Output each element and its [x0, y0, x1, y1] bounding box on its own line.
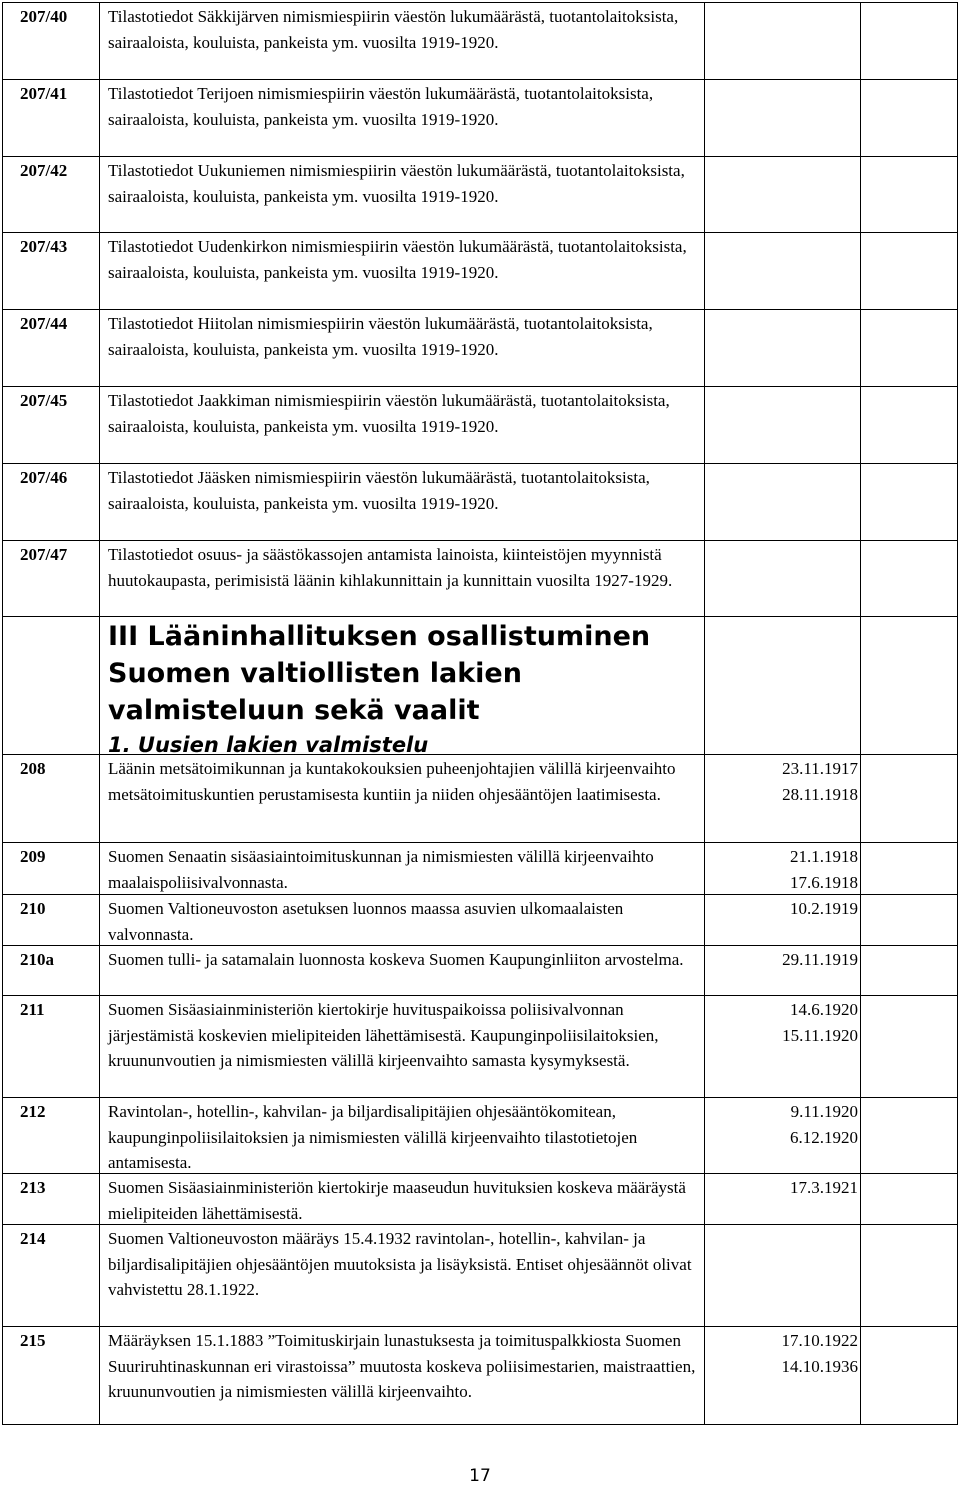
table-row	[2, 1226, 958, 1328]
record-number: 207/43	[20, 237, 68, 256]
record-dates: 29.11.1919	[782, 950, 858, 969]
record-number: 207/44	[20, 314, 68, 333]
record-description: Ravintolan-, hotellin-, kahvilan- ja biljardisalipitäjien ohjesääntökomitean, kaupunginpoliisilaitoksien ja nimismiesten välillä kirjeenvaihto tilastotietojen antamisesta.	[108, 1102, 638, 1172]
row-separator	[2, 386, 958, 387]
table-border-top	[2, 2, 958, 3]
row-separator	[2, 79, 958, 80]
record-dates: 14.6.1920 15.11.1920	[782, 1000, 858, 1045]
record-number: 207/41	[20, 84, 68, 103]
record-description: Suomen Senaatin sisäasiaintoimituskunnan ja nimismiesten välillä kirjeenvaihto maalaispoliisivalvonnasta.	[108, 847, 654, 892]
record-number: 207/42	[20, 161, 68, 180]
record-description: Tilastotiedot Uukuniemen nimismiespiirin väestön lukumäärästä, tuotantolaitoksista, sairaaloista, kouluista, pankeista ym. vuosilta 1919-1920.	[108, 161, 685, 206]
record-description: Suomen Sisäasiainministeriön kiertokirje huvituspaikoissa poliisivalvonnan järjestämistä koskevien mielipiteiden lähettämisestä. Kaupunginpoliisilaitoksien, kruununvoutien ja nimismiesten välillä kirjeenvaihto samasta kysymyksestä.	[108, 1000, 659, 1070]
record-number: 212	[20, 1102, 46, 1121]
record-dates: 17.10.1922 14.10.1936	[781, 1331, 858, 1376]
table-row	[2, 234, 958, 311]
record-description: Tilastotiedot Uudenkirkon nimismiespiirin väestön lukumäärästä, tuotantolaitoksista, sairaaloista, kouluista, pankeista ym. vuosilta 1919-1920.	[108, 237, 687, 282]
record-description: Määräyksen 15.1.1883 ”Toimituskirjain lunastuksesta ja toimituspalkkiosta Suomen Suuriruhtinaskunnan eri virastoissa” muutosta koskeva poliisimestarien, maistraattien, kruununvoutien ja nimismiesten välillä kirjeenvaihto.	[108, 1331, 696, 1401]
table-row	[2, 4, 958, 81]
record-description: Tilastotiedot Terijoen nimismiespiirin väestön lukumäärästä, tuotantolaitoksista, sairaaloista, kouluista, pankeista ym. vuosilta 1919-1920.	[108, 84, 654, 129]
column-divider	[704, 2, 705, 1425]
table-row	[2, 896, 958, 947]
table-row	[2, 947, 958, 997]
record-number: 207/46	[20, 468, 68, 487]
table-row	[2, 844, 958, 896]
table-row	[2, 388, 958, 465]
row-separator	[2, 1326, 958, 1327]
record-dates: 10.2.1919	[790, 899, 858, 918]
column-divider	[860, 2, 861, 1425]
record-description: Suomen tulli- ja satamalain luonnosta koskeva Suomen Kaupunginliiton arvostelma.	[108, 950, 684, 969]
row-separator	[2, 945, 958, 946]
record-number: 207/40	[20, 7, 68, 26]
table-row	[2, 311, 958, 388]
record-number: 214	[20, 1229, 46, 1248]
row-separator	[2, 1224, 958, 1225]
record-description: Tilastotiedot osuus- ja säästökassojen antamista lainoista, kiinteistöjen myynnistä huutokaupasta, perimisistä läänin kihlakunnittain ja kunnittain vuosilta 1927-1929.	[108, 545, 673, 590]
table-row	[2, 997, 958, 1099]
section-subheading: 1. Uusien lakien valmistelu	[108, 733, 429, 757]
table-row	[2, 158, 958, 234]
table-border-right	[957, 2, 958, 1425]
record-number: 207/47	[20, 545, 68, 564]
table-border-left	[2, 2, 3, 1425]
row-separator	[2, 232, 958, 233]
record-description: Tilastotiedot Jaakkiman nimismiespiirin väestön lukumäärästä, tuotantolaitoksista, sairaaloista, kouluista, pankeista ym. vuosilta 1919-1920.	[108, 391, 670, 436]
column-divider	[99, 2, 100, 1425]
row-separator	[2, 156, 958, 157]
record-description: Tilastotiedot Hiitolan nimismiespiirin väestön lukumäärästä, tuotantolaitoksista, sairaaloista, kouluista, pankeista ym. vuosilta 1919-1920.	[108, 314, 653, 359]
table-row	[2, 756, 958, 844]
row-separator	[2, 309, 958, 310]
record-description: Läänin metsätoimikunnan ja kuntakokouksien puheenjohtajien välillä kirjeenvaihto metsätoimituskuntien perustamisesta kuntiin ja niiden ohjesääntöjen laatimisesta.	[108, 759, 676, 804]
record-description: Suomen Sisäasiainministeriön kiertokirje maaseudun huvituksien koskeva määräystä mielipiteiden lähettämisestä.	[108, 1178, 686, 1223]
row-separator	[2, 894, 958, 895]
record-number: 208	[20, 759, 46, 778]
table-row	[2, 542, 958, 618]
row-separator	[2, 1097, 958, 1098]
record-number: 210a	[20, 950, 54, 969]
record-number: 215	[20, 1331, 46, 1350]
page-number: 17	[469, 1466, 491, 1486]
record-number: 207/45	[20, 391, 68, 410]
table-row	[2, 81, 958, 158]
table-row	[2, 1175, 958, 1226]
record-number: 210	[20, 899, 46, 918]
record-description: Suomen Valtioneuvoston asetuksen luonnos maassa asuvien ulkomaalaisten valvonnasta.	[108, 899, 624, 944]
row-separator	[2, 842, 958, 843]
record-number: 209	[20, 847, 46, 866]
record-dates: 21.1.1918 17.6.1918	[790, 847, 858, 892]
table-row	[2, 1328, 958, 1426]
table-row	[2, 1099, 958, 1175]
record-dates: 17.3.1921	[790, 1178, 858, 1197]
record-description: Tilastotiedot Säkkijärven nimismiespiirin väestön lukumäärästä, tuotantolaitoksista, sairaaloista, kouluista, pankeista ym. vuosilta 1919-1920.	[108, 7, 679, 52]
row-separator	[2, 463, 958, 464]
record-number: 211	[20, 1000, 45, 1019]
row-separator	[2, 1173, 958, 1174]
section-heading: III Lääninhallituksen osallistuminen Suomen valtiollisten lakien valmisteluun sekä vaalit	[108, 621, 651, 726]
row-separator	[2, 995, 958, 996]
row-separator	[2, 616, 958, 617]
record-description: Tilastotiedot Jääsken nimismiespiirin väestön lukumäärästä, tuotantolaitoksista, sairaaloista, kouluista, pankeista ym. vuosilta 1919-1920.	[108, 468, 650, 513]
record-dates: 9.11.1920 6.12.1920	[790, 1102, 858, 1147]
table-border-bottom	[2, 1424, 958, 1425]
record-dates: 23.11.1917 28.11.1918	[782, 759, 858, 804]
record-number: 213	[20, 1178, 46, 1197]
table-row	[2, 465, 958, 542]
record-description: Suomen Valtioneuvoston määräys 15.4.1932 ravintolan-, hotellin-, kahvilan- ja biljardisalipitäjien ohjesääntöjen muutoksista ja lisäyksistä. Entiset ohjesäännöt olivat vahvistettu 28.1.1922.	[108, 1229, 692, 1299]
row-separator	[2, 540, 958, 541]
